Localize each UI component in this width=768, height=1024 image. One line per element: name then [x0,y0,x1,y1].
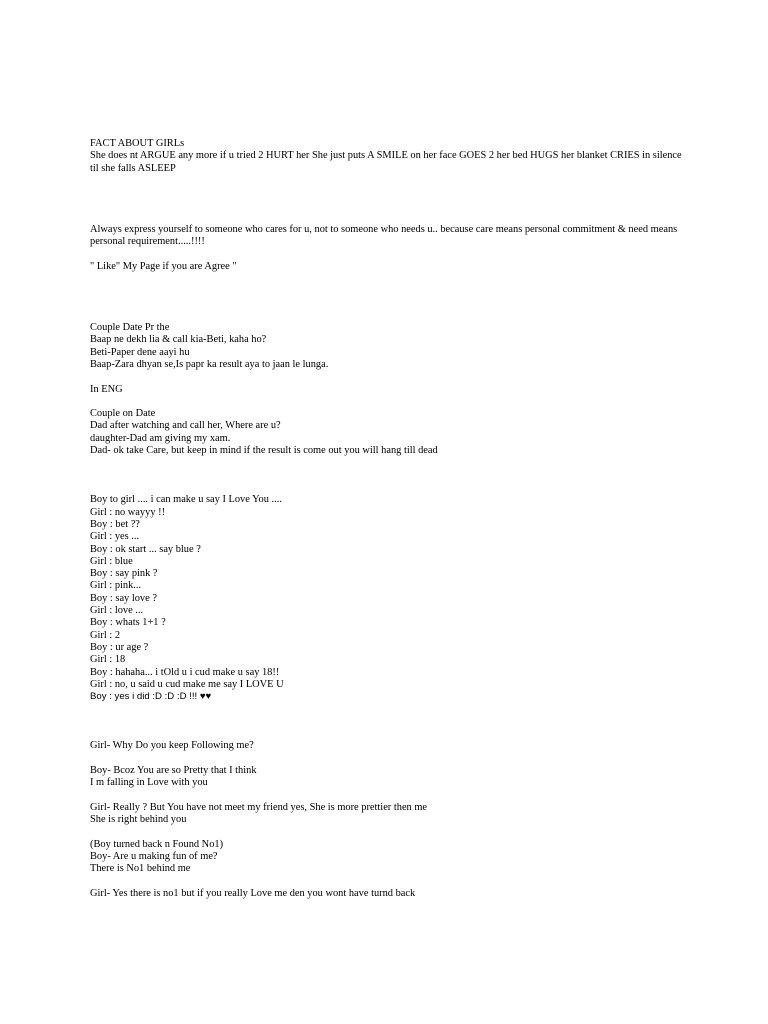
dialogue-last-line: Boy : yes i did :D :D :D !!! ♥♥ [90,691,212,703]
dialogue-line-1: Boy to girl .... i can make u say I Love You .... [90,494,282,506]
dialogue-line-8: Girl : pink... [90,580,142,592]
dialogue-line-2: Girl : no wayyy !! [90,506,166,518]
following-end: Girl- Yes there is no1 but if you really Love me den you wont have turnd back [90,887,416,899]
eng-line-3: daughter-Dad am giving my xam. [90,432,231,444]
dialogue-line-10: Girl : love ... [90,605,144,617]
fact-body: She does nt ARGUE any more if u tried 2 HURT her She just puts A SMILE on her face GOES 2 her bed HUGS her blanket CRIES in silence til she falls ASLEEP [90,150,682,174]
following-reply-2: She is right behind you [90,814,187,826]
couple-line-1: Couple Date Pr the [90,322,170,334]
dialogue-line-15: Boy : hahaha... i tOld u i cud make u say 18!! [90,666,280,678]
dialogue-line-14: Girl : 18 [90,654,126,666]
couple-line-4: Baap-Zara dhyan se,Is papr ka result aya to jaan le lunga. [90,358,329,370]
following-reply-1: Girl- Really ? But You have not meet my friend yes, She is more prettier then me [90,801,428,813]
couple-line-2: Baap ne dekh lia & call kia-Beti, kaha ho? [90,334,267,346]
following-answer-2: I m falling in Love with you [90,777,208,789]
dialogue-line-6: Girl : blue [90,555,133,567]
following-boy-2: There is No1 behind me [90,863,191,875]
couple-line-3: Beti-Paper dene aayi hu [90,346,190,358]
fact-title: FACT ABOUT GIRLs [90,138,185,149]
in-eng-heading: In ENG [90,383,123,395]
dialogue-line-12: Girl : 2 [90,629,121,641]
dialogue-line-9: Boy : say love ? [90,592,157,604]
dialogue-line-3: Boy : bet ?? [90,518,140,530]
following-question: Girl- Why Do you keep Following me? [90,740,254,752]
dialogue-line-7: Boy : say pink ? [90,568,158,580]
dialogue-line-5: Boy : ok start ... say blue ? [90,543,201,555]
dialogue-line-13: Boy : ur age ? [90,641,149,653]
document-page [90,138,690,900]
dialogue-line-16: Girl : no, u said u cud make me say I LOVE U [90,678,284,690]
express-body: Always express yourself to someone who cares for u, not to someone who needs u.. because care means personal commitment & need means personal requirement.....!!!! [90,223,678,248]
eng-line-1: Couple on Date [90,408,156,420]
like-page-text: " Like" My Page if you are Agree " [90,260,237,272]
eng-line-4: Dad- ok take Care, but keep in mind if the result is come out you will hang till dead [90,445,438,457]
following-boy-1: Boy- Are u making fun of me? [90,851,218,863]
dialogue-line-11: Boy : whats 1+1 ? [90,617,166,629]
dialogue-line-4: Girl : yes ... [90,531,140,543]
following-turn: (Boy turned back n Found No1) [90,838,224,850]
eng-line-2: Dad after watching and call her, Where are u? [90,420,281,432]
following-answer-1: Boy- Bcoz You are so Pretty that I think [90,764,257,776]
